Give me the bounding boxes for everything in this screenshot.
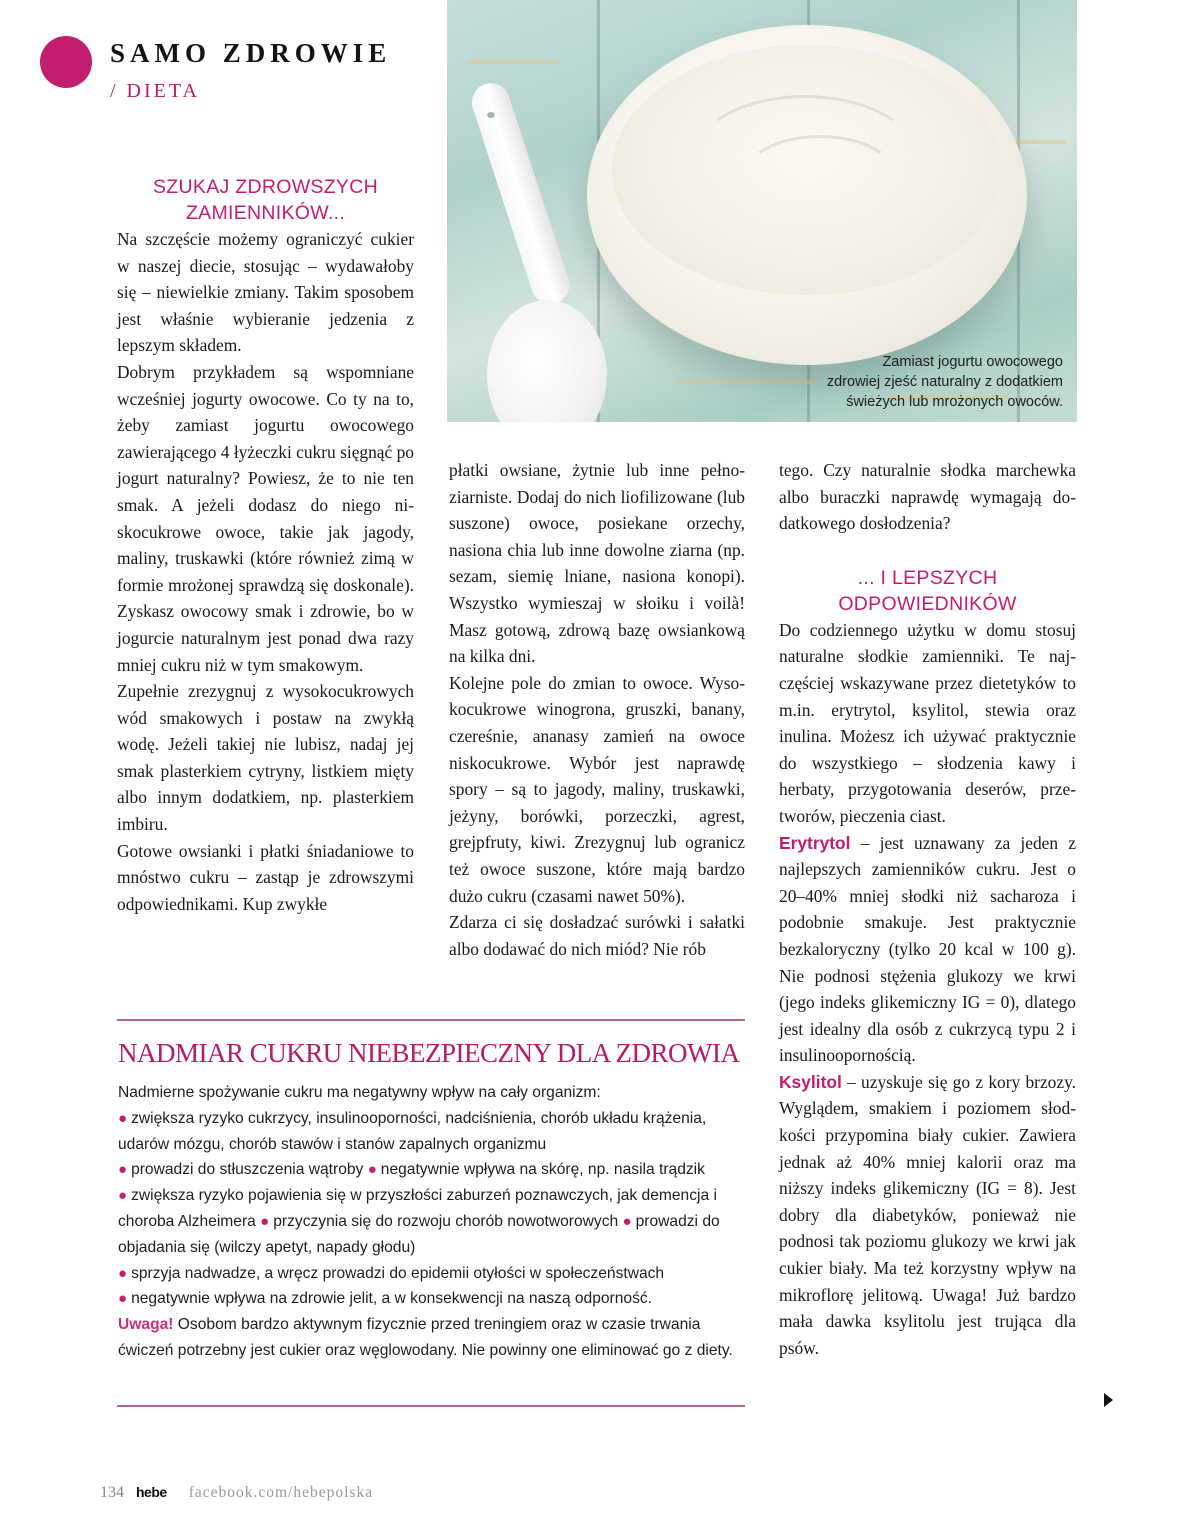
box-intro: Nadmierne spożywanie cukru ma negatywny wpływ na cały organizm: [118,1084,601,1101]
warning-text: Osobom bardzo aktywnym fizycznie przed treningiem oraz w czasie trwania ćwiczeń potrzebny jest cukier oraz węglowodany. Nie powinny one eliminować go z diety. [118,1316,733,1359]
box-bullets [118,1106,744,1312]
box-title: NADMIAR CUKRU NIEBEZPIECZNY DLA ZDROWIA [118,1038,740,1068]
subheading-zamienniki [117,174,414,226]
subheading-line: ODPOWIEDNIKÓW [838,592,1017,615]
caption-line: zdrowiej zjeść naturalny z dodatkiem [826,374,1063,390]
article-column-2 [449,457,745,962]
term-ksylitol: Ksylitol [779,1071,842,1092]
term-description: – jest uznawany za jeden z najlepszych zamienników cukru. Jest o 20–40% mniej słodki niż sacharoza i podobnie smakuje. Jest praktycznie bezkaloryczny (tylko 20 kcal w 100 g). Nie podnosi stężenia glukozy we krwi (jego indeks glikemiczny IG = 0), dlatego jest idealny dla osób z cukrzycą typu 2 i insulinoopornością. [779,832,1076,1066]
bullet-text: prowadzi do objadania się (wilczy apetyt, napady głodu) [118,1212,720,1256]
term-erytrytol: Erytrytol [779,832,851,853]
paragraph-erytrytol [779,830,1076,1069]
box-bottom-rule [117,1405,745,1407]
article-column-3 [779,457,1076,1361]
paragraph-ksylitol [779,1069,1076,1362]
spoon-hole [487,112,495,118]
bullet-text: negatywnie wpływa na skórę, np. nasila trądzik [380,1161,705,1179]
brand-logo: hebe [136,1484,167,1500]
photo-caption [827,352,1063,412]
wood-grain [467,60,557,64]
bullet-text: negatywnie wpływa na zdrowie jelit, a w konsekwencji na naszą odporność. [131,1290,652,1308]
box-top-rule [117,1019,745,1021]
bullet-icon: ● [118,1264,128,1282]
paragraph: płatki owsiane, żytnie lub inne pełnoziarniste. Dodaj do nich liofilizowane (lub suszone) owoce, posiekane orzechy, nasiona chia lub inne dowolne ziarna (np. sezam, siemię lniane, nasiona konopi). Wszystko wymieszaj w słoiku i voilà! Masz gotową, zdrową bazę owsiankową na kilka dni. [449,460,745,667]
paragraph: Dobrym przykładem są wspomniane wcześniej jogurty owocowe. Co ty na to, żeby zamiast jogurtu owocowego zawierającego 4 łyżeczki cukru sięgnąć po jogurt naturalny? Powiesz, że to nie ten smak. A jeżeli dodasz do niego niskocukrowe owoce, takie jak jagody, maliny, truskawki (które również zimą w formie mrożonej sprawdzą się doskonale). Zyskasz owocowy smak i zdrowie, bo w jogurcie naturalnym jest ponad dwa razy mniej cukru niż w tym smakowym. [117,361,414,675]
yogurt-photo [447,0,1077,422]
section-title: SAMO ZDROWIE [110,38,392,68]
caption-line: Zamiast jogurtu owocowego [882,354,1063,370]
bullet-text: zwiększa ryzyko cukrzycy, insulinooporności, nadciśnienia, chorób układu krążenia, udarów mózgu, chorób stawów i stanów zapalnych organizmu [118,1109,707,1153]
subheading-line: SZUKAJ ZDROWSZYCH [152,176,379,198]
paragraph: Gotowe owsianki i płatki śniadaniowe to mnóstwo cukru – zastąp je zdrowszymi odpowiednikami. Kup zwykłe [117,840,414,914]
term-description: – uzyskuje się go z kory brzozy. Wyglądem, smakiem i poziomem słodkości przypomina biały cukier. Zawiera jednak aż 40% mniej kalorii oraz ma niższy indeks glikemiczny (IG = 8). Jest dobry dla diabetyków, ponieważ nie podnosi tak poziomu glukozy we krwi jak cukier biały. Ma też korzystny wpływ na mikroflorę jelitową. Uwaga! Już bardzo mała dawka ksylitolu jest trująca dla psów. [779,1071,1076,1358]
next-page-arrow-icon [1104,1393,1113,1407]
page-number: 134 [100,1484,124,1501]
bullet-icon: ● [118,1187,128,1205]
section-subtitle: / DIETA [110,80,200,102]
bullet-icon: ● [118,1161,128,1179]
subheading-odpowiedniki [779,565,1076,617]
caption-line: świeżych lub mrożonych owoców. [846,394,1063,410]
article-column-1 [117,174,414,917]
spoon-handle [467,78,574,308]
paragraph: Do codziennego użytku w domu stosuj naturalne słodkie zamienniki. Te najczęściej wskazywane przez dietetyków to m.in. erytrytol, ksylitol, stewia oraz inulina. Możesz ich używać praktycznie do wszystkiego – słodzenia kawy i herbaty, przygotowania deserów, przetworów, pieczenia ciast. [779,619,1076,826]
wood-grain [677,380,817,384]
yogurt-bowl [587,25,1027,365]
facebook-link[interactable]: facebook.com/hebepolska [188,1484,374,1501]
spoon-bowl [487,300,607,422]
paragraph: Zupełnie zrezygnuj z wysokocukrowych wód smakowych i postaw na zwykłą wodę. Jeżeli takiej nie lubisz, nadaj jej smak plasterkiem cytryny, listkiem mięty albo innym dodatkiem, np. plasterkiem imbiru. [117,681,414,835]
bullet-icon: ● [622,1212,632,1230]
bullet-icon: ● [367,1161,377,1179]
yogurt-swirl [742,135,898,221]
warning-label: Uwaga! [118,1316,174,1334]
bullet-icon: ● [118,1290,128,1308]
paragraph: Zdarza ci się dosładzać surówki i sałatki albo dodawać do nich miód? Nie rób [449,912,745,959]
box-warning [118,1312,744,1364]
bullet-icon: ● [260,1212,270,1230]
paragraph: tego. Czy naturalnie słodka marchewka albo buraczki naprawdę wymagają dodatkowego dosłodzenia? [779,460,1076,534]
section-dot-marker [40,36,92,88]
bullet-text: przyczynia się do rozwoju chorób nowotworowych [273,1212,619,1230]
page-footer [100,1484,373,1502]
bullet-text: prowadzi do stłuszczenia wątroby [131,1161,364,1179]
bullet-icon: ● [118,1109,128,1127]
subheading-line: ... I LEPSZYCH [857,566,998,589]
subheading-line: ZAMIENNIKÓW... [185,202,346,224]
sugar-risks-box [118,1080,744,1364]
yogurt-surface [612,45,1002,295]
paragraph: Na szczęście możemy ograniczyć cukier w naszej diecie, stosując – wydawałoby się – niewielkie zmiany. Takim sposobem jest właśnie wybieranie jedzenia z lepszym składem. [117,229,414,356]
bullet-text: zwiększa ryzyko pojawienia się w przyszłości zaburzeń poznawczych, jak demencja i choroba Alzheimera [118,1187,717,1230]
bullet-text: sprzyja nadwadze, a wręcz prowadzi do epidemii otyłości w społeczeństwach [131,1264,665,1282]
paragraph: Kolejne pole do zmian to owoce. Wysokocukrowe winogrona, gruszki, banany, czereśnie, ananasy zamień na owoce niskocukrowe. Wybór jest naprawdę spory – są to jagody, maliny, truskawki, jeżyny, borówki, porzeczki, agrest, grejpfruty, kiwi. Zrezygnuj lub ogranicz też owoce suszone, które mają bardzo dużo cukru (czasami nawet 50%). [449,672,745,906]
